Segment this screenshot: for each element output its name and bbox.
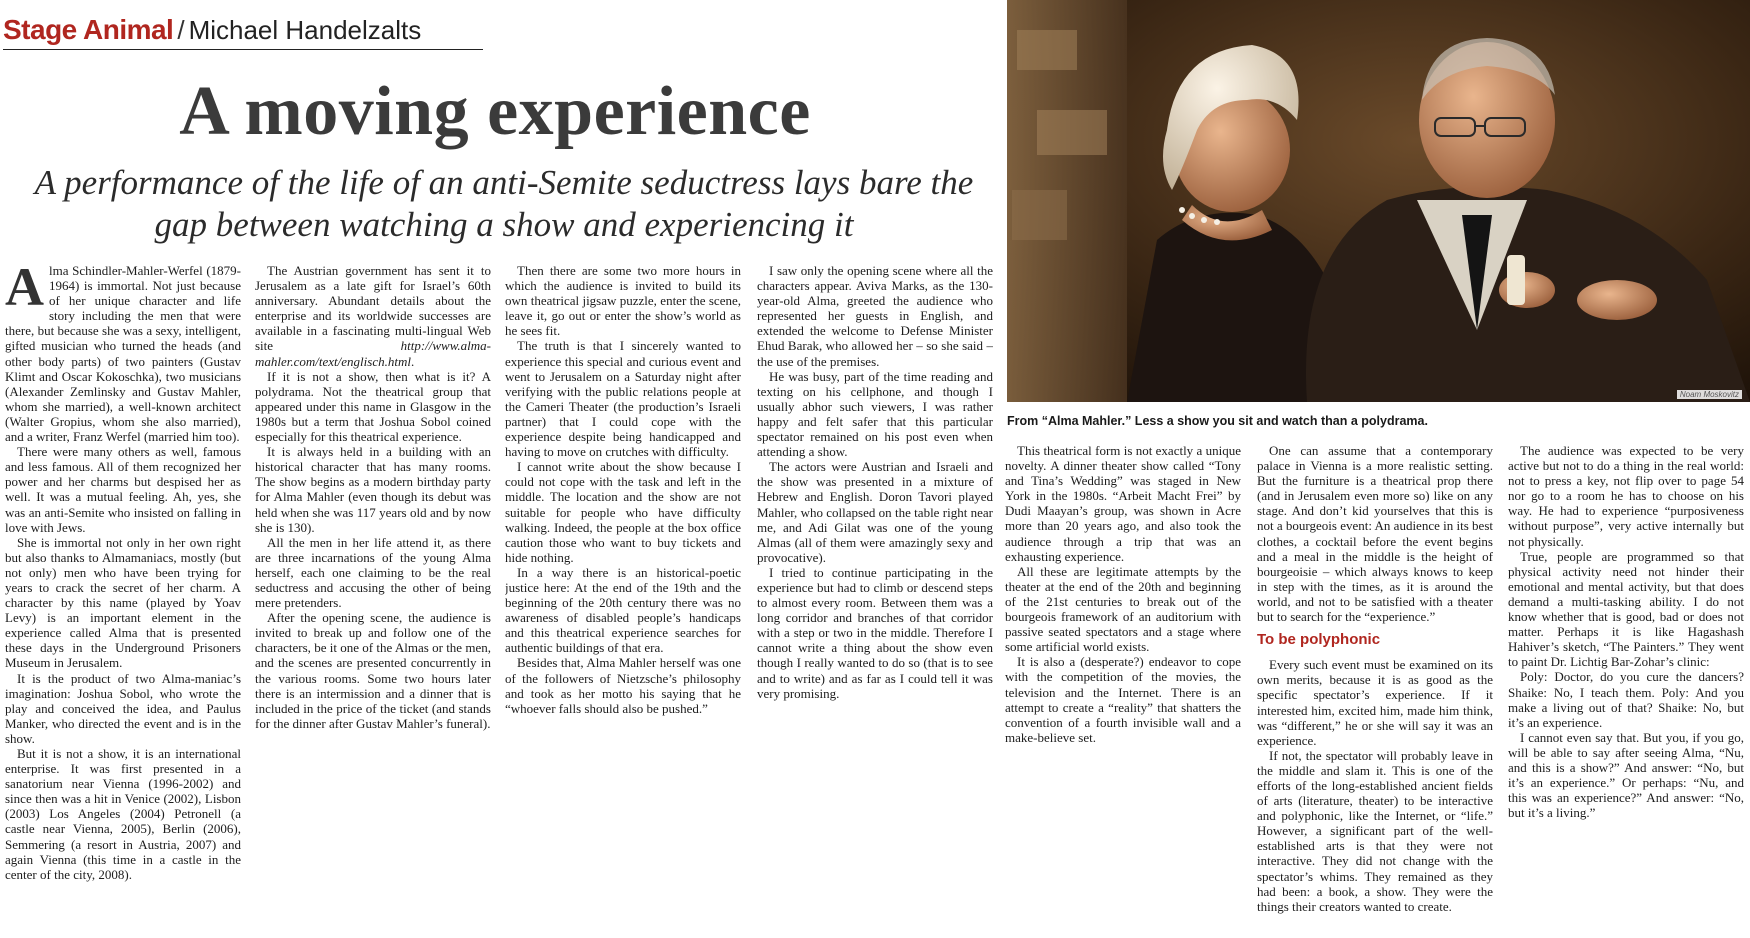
paragraph: All these are legitimate attempts by the theater at the end of the 20th and beginning of the 21st centuries to break out of the bourgeois framework of an auditorium with passive seated spectators and a stage where some artificial world exists. xyxy=(1005,563,1241,655)
paragraph: Every such event must be examined on its own merits, because it is as good as the specific spectator’s experience. If it interested him, excited him, made him think, was “different,” he or she will say it was an experience. xyxy=(1257,657,1493,748)
article-column-1 xyxy=(5,263,241,935)
section-tag: Stage Animal xyxy=(3,14,174,45)
paragraph: I cannot even say that. But you, if you go, will be able to say after seeing Alma, “Nu, and this is a show?” And answer: “No, but it’s an experience.” Or perhaps: “Nu, and this was an experience?” And answer: “No, but it’s a living.” xyxy=(1508,729,1744,821)
kicker-separator: / xyxy=(177,15,185,45)
paragraph: It is the product of two Alma-maniac’s imagination: Joshua Sobol, who wrote the play and conceived the idea, and Paulus Manker, who directed the event and is in the show. xyxy=(5,670,241,746)
paragraph: There were many others as well, famous and less famous. All of them recognized her power and her charms but despised her as well. It was a mutual feeling. Ah, yes, she was an anti-Semite who insisted on falling in love with Jews. xyxy=(5,444,241,535)
paragraph: Then there are some two more hours in which the audience is invited to build its own theatrical jigsaw puzzle, enter the scene, leave it, go out or enter the show’s world as he sees fit. xyxy=(505,263,741,339)
article-column-7 xyxy=(1508,443,1744,935)
paragraph: All the men in her life attend it, as there are three incarnations of the young Alma herself, each one claiming to be the real seductress and accusing the other of being mere pretenders. xyxy=(255,534,491,611)
paragraph: One can assume that a contemporary palace in Vienna is a more realistic setting. But the furniture is a theatrical prop there (and in Jerusalem even more so) like on any stage. And don’t kid yourselves that this is not a bourgeois event: An audience in its best clothes, a cocktail before the event begins and a meal in the middle is the height of bourgeoisie – which always knows to keep in step with the times, as it is around the world, and not to be satisfied with a theater but to search for the “experience.” xyxy=(1257,443,1493,625)
deck-subheadline: A performance of the life of an anti-Semite seductress lays bare the gap between watching a show and experiencing it xyxy=(34,163,974,244)
paragraph-text: The Austrian government has sent it to Jerusalem as a late gift for Israel’s 60th anniversary. Abundant details about the enterprise and its worldwide successes are available in a fascinating multi-lingual Web site xyxy=(255,263,491,354)
article-column-3 xyxy=(505,263,741,935)
paragraph: The audience was expected to be very active but not to do a thing in the real world: not to press a key, not flip over to page 54 nor go to a room he has to choose on his way. He had to experience “purposiveness without purpose”, very active internally but not physically. xyxy=(1508,443,1744,549)
paragraph: The truth is that I sincerely wanted to experience this special and curious event and went to Jerusalem on a Saturday night after verifying with the public relations people at the Cameri Theater (the production’s Israeli partner) that I could cope with the experience despite being handicapped and having to move on crutches with difficulty. xyxy=(505,338,741,460)
paragraph: If not, the spectator will probably leave in the middle and slam it. This is one of the efforts of the long-established ancient fields of arts (literature, theater) to be interactive and polyphonic, like the Internet, or “life.” However, a significant part of the well-established arts is that they were not interactive. They did not change with the spectator’s whims. They remained as they had been: a book, a show. They were the things their creators wanted to create. xyxy=(1257,747,1493,914)
paragraph: True, people are programmed so that physical activity need not hinder their emotional and mental activity, but that does demand a multi-tasking ability. I do not know whether that is good, bad or does not matter. Perhaps it is like Hagashash Hahiver’s sketch, “The Painters.” They went to paint Dr. Lichtig Bar-Zohar’s clinic: xyxy=(1508,548,1744,670)
paragraph: This theatrical form is not exactly a unique novelty. A dinner theater show called “Tony and Tina’s Wedding” was staged in New York in the 1980s. “Arbeit Macht Frei” by Dudi Maayan’s group, was shown in Acre more than 20 years ago, and also took the audience through a trip that was an exhausting experience. xyxy=(1005,443,1241,564)
photo-illustration xyxy=(1007,0,1750,402)
photo-caption: From “Alma Mahler.” Less a show you sit and watch than a polydrama. xyxy=(1007,414,1428,428)
paragraph: He was busy, part of the time reading and texting on his cellphone, and though I usually abhor such viewers, I was rather happy and felt safer that this particular spectator remained on his post even when attending a show. xyxy=(757,368,993,460)
paragraph: The actors were Austrian and Israeli and the show was presented in a mixture of Hebrew and English. Doron Tavori played Mahler, who collapsed on the table right near me, and Adi Gilat was one of the young Almas (all of them were amazingly sexy and provocative). xyxy=(757,459,993,565)
paragraph: After the opening scene, the audience is invited to break up and follow one of the characters, be it one of the Almas or the men, and the scenes are presented concurrently in the various rooms. Some two hours later there is an intermission and a dinner that is included in the price of the ticket (and stands for the dinner after Gustav Mahler’s funeral). xyxy=(255,610,491,731)
drop-cap: A xyxy=(5,263,44,317)
article-photo xyxy=(1007,0,1750,402)
article-column-5 xyxy=(1005,443,1241,935)
paragraph: She is immortal not only in her own right but also thanks to Almamaniacs, mostly (but not only) men who have been trying for years to crack the secret of her charm. A character by this name (played by Yoav Levy) is an important element in the experience called Alma that is presented these days in the Underground Prisoners Museum in Jerusalem. xyxy=(5,534,241,671)
paragraph: It is always held in a building with an historical character that has many rooms. The show begins as a modern birthday party for Alma Mahler (even though its debut was held when she was 117 years old and by now she is 130). xyxy=(255,444,491,535)
paragraph: I cannot write about the show because I could not cope with the task and left in the middle. The location and the show are not suitable for people who have difficulty walking. Indeed, the people at the box office caution those who want to buy tickets and hide nothing. xyxy=(505,459,741,565)
photo-credit: Noam Moskovitz xyxy=(1677,390,1742,399)
paragraph: In a way there is an historical-poetic justice here: At the end of the 19th and the beginning of the 20th century there was no awareness of disabled people’s handicaps and this theatrical experience searches for authentic buildings of that era. xyxy=(505,564,741,656)
section-kicker xyxy=(3,14,483,50)
article-column-6 xyxy=(1257,443,1493,935)
paragraph: If it is not a show, then what is it? A polydrama. Not the theatrical group that appeared under this name in Glasgow in the 1980s but a term that Joshua Sobol coined especially for this theatrical experience. xyxy=(255,368,491,445)
paragraph: I saw only the opening scene where all the characters appear. Aviva Marks, as the 130-year-old Alma, greeted the audience who represented her guests in English, and extended the welcome to Defense Minister Ehud Barak, who allowed her – so she said – the use of the premises. xyxy=(757,263,993,369)
article-column-2 xyxy=(255,263,491,935)
paragraph: lma Schindler-Mahler-Werfel (1879-1964) is immortal. Not just because of her unique character and life story including the men that were there, but because she was a sexy, intelligent, gifted musician who turned the heads (and other body parts) of two painters (Gustav Klimt and Oscar Kokoschka), two musicians (Alexander Zemlinsky and Gustav Mahler, whom she married), a well-known architect (Walter Gropius, whom she also married), and a writer, Franz Werfel (married him too). xyxy=(5,263,241,445)
author-byline: Michael Handelzalts xyxy=(188,15,422,45)
paragraph: But it is not a show, it is an international enterprise. It was first presented in a sanatorium near Vienna (1996-2002) and since then was a hit in Venice (2002), Lisbon (2003) Los Angeles (2004) Petronell (a castle near Vienna, 2005), Berlin (2006), Semmering (a resort in Austria, 2007) and again Vienna (this time in a castle in the center of the city, 2008). xyxy=(5,746,241,882)
article-column-4 xyxy=(757,263,993,935)
headline: A moving experience xyxy=(179,73,811,150)
paragraph xyxy=(255,263,491,369)
paragraph: Poly: Doctor, do you cure the dancers? Shaike: No, I teach them. Poly: And you make a living out of that? Shaike: No, but it’s an experience. xyxy=(1508,669,1744,730)
paragraph: It is also a (desperate?) endeavor to cope with the competition of the movies, the television and the Internet. There is an attempt to create a “reality” that shatters the convention of a fourth invisible wall and a make-believe set. xyxy=(1005,654,1241,745)
paragraph: I tried to continue participating in the experience but had to climb or descend steps to almost every room. Between them was a long corridor and branches of that corridor with a step or two in the middle. Therefore I cannot write a thing about the show even though I really wanted to do so (that is to see and to write) and as far as I could tell it was very promising. xyxy=(757,564,993,701)
website-link[interactable]: http://www.alma-mahler.com/text/englisch.html xyxy=(255,338,491,369)
section-subhead: To be polyphonic xyxy=(1257,631,1381,649)
paragraph-end: . xyxy=(410,353,415,369)
paragraph: Besides that, Alma Mahler herself was one of the followers of Nietzsche’s philosophy and took as her motto his saying that he “whoever falls should also be pushed.” xyxy=(505,655,741,716)
